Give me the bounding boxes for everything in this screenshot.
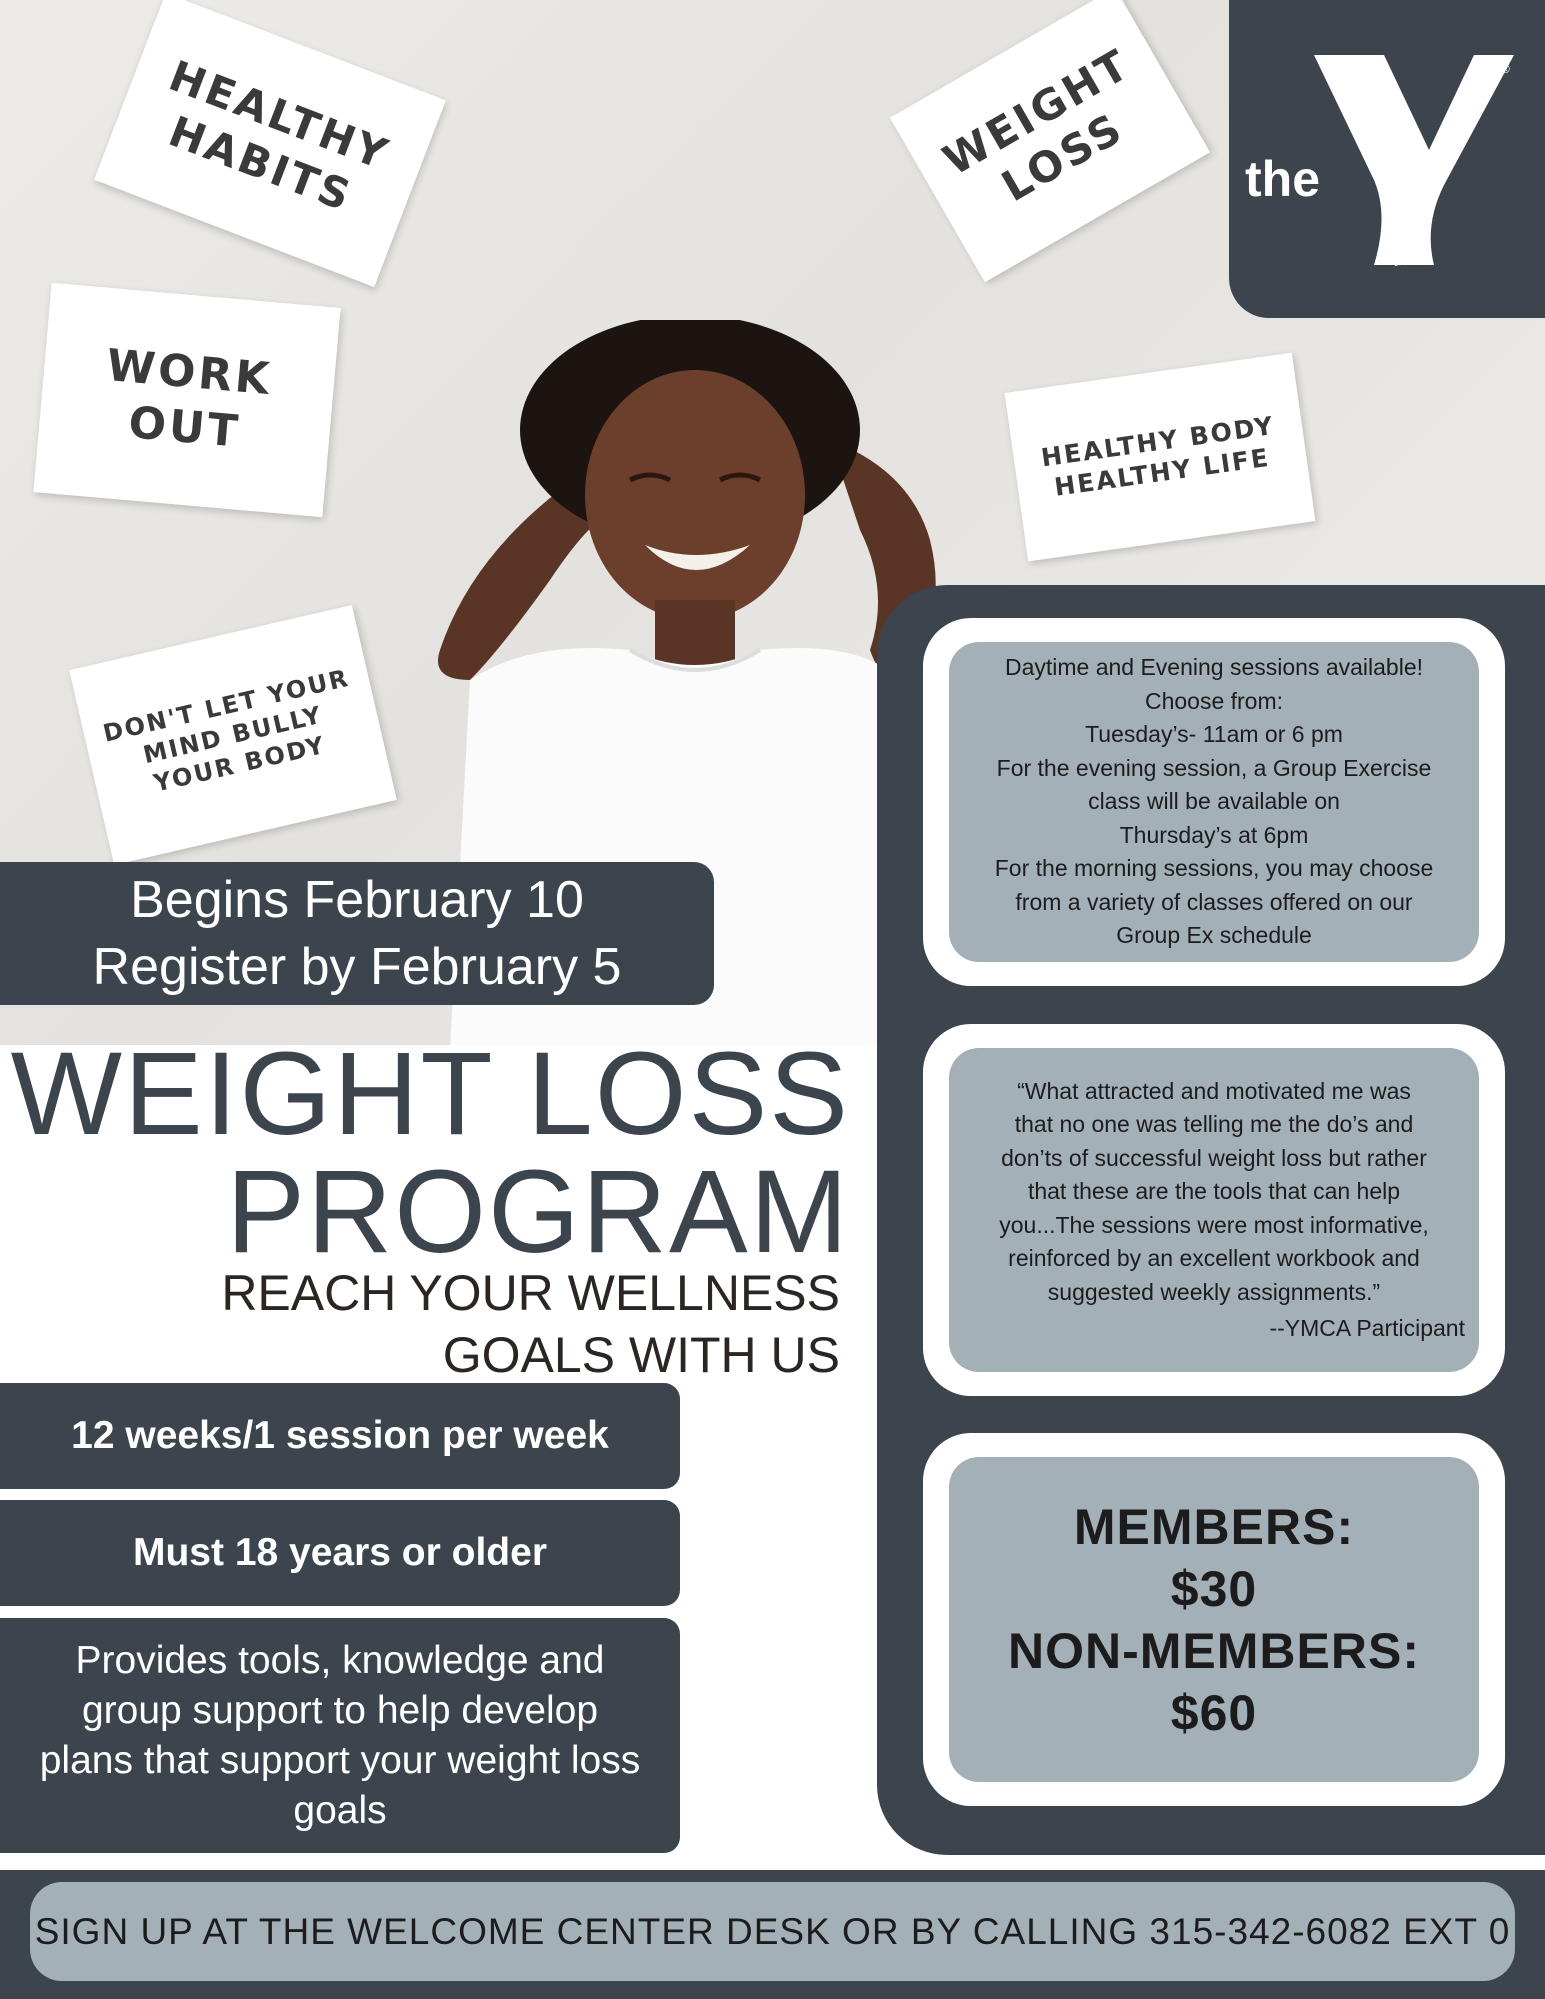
quote-line: don’ts of successful weight loss but rather: [1001, 1144, 1427, 1171]
schedule-line: For the morning sessions, you may choose: [994, 855, 1434, 882]
logo-word-the: the: [1245, 151, 1320, 207]
schedule-line: Choose from:: [1144, 687, 1284, 714]
sign-work-out: WORK OUT: [33, 283, 340, 517]
schedule-card: [923, 618, 1505, 986]
title-line-1: WEIGHT LOSS: [10, 1028, 850, 1160]
footer: [0, 1870, 1545, 1999]
schedule-line: For the evening session, a Group Exercise: [996, 754, 1432, 781]
quote-attribution: --YMCA Participant: [1269, 1315, 1465, 1341]
quote-line: reinforced by an excellent workbook and: [1008, 1245, 1420, 1271]
testimonial-text: [949, 1048, 1479, 1372]
schedule-line: Tuesday’s- 11am or 6 pm: [1085, 721, 1343, 748]
pricing-text: [949, 1457, 1479, 1782]
nonmembers-price: $60: [1170, 1684, 1258, 1741]
signup-banner: SIGN UP AT THE WELCOME CENTER DESK OR BY CALLING 315-342-6082 EXT 0: [30, 1882, 1515, 1981]
schedule-text: [949, 642, 1479, 962]
page-subtitle: [221, 1262, 840, 1386]
quote-line: that no one was telling me the do’s and: [1014, 1111, 1414, 1137]
quote-line: “What attracted and motivated me was: [1017, 1077, 1411, 1104]
subtitle-line-2: GOALS WITH US: [442, 1327, 840, 1383]
pricing-card: [923, 1433, 1505, 1806]
quote-line: suggested weekly assignments.”: [1047, 1278, 1381, 1305]
register-date: Register by February 5: [92, 937, 622, 996]
sign-healthy-body: HEALTHY BODY HEALTHY LIFE: [1005, 353, 1316, 562]
title-line-2: PROGRAM: [226, 1146, 850, 1278]
quote-line: that these are the tools that can help: [1027, 1178, 1401, 1204]
members-label: MEMBERS:: [1073, 1498, 1355, 1555]
schedule-line: Daytime and Evening sessions available!: [1004, 654, 1424, 681]
registered-mark: ®: [1501, 62, 1510, 76]
begins-date: Begins February 10: [130, 870, 584, 929]
sign-healthy-habits: HEALTHY HABITS: [94, 0, 446, 287]
logo-ymca-text: YMCA: [1392, 222, 1421, 271]
schedule-line: Group Ex schedule: [1116, 922, 1312, 949]
quote-line: you...The sessions were most informative,: [999, 1211, 1429, 1238]
subtitle-line-1: REACH YOUR WELLNESS: [221, 1265, 840, 1321]
feature-description: Provides tools, knowledge and group support to help develop plans that support your weight loss goals: [0, 1618, 680, 1853]
sign-mind-bully: DON'T LET YOUR MIND BULLY YOUR BODY: [69, 605, 397, 865]
schedule-line: class will be available on: [1088, 788, 1340, 815]
page-title: [10, 1028, 850, 1278]
feature-age: Must 18 years or older: [0, 1500, 680, 1606]
schedule-line: from a variety of classes offered on our: [1015, 888, 1413, 915]
testimonial-card: [923, 1024, 1505, 1396]
schedule-line: Thursday’s at 6pm: [1119, 821, 1309, 848]
members-price: $30: [1170, 1560, 1258, 1617]
feature-duration: 12 weeks/1 session per week: [0, 1383, 680, 1489]
ymca-logo: [1229, 0, 1545, 318]
sign-weight-loss: WEIGHT LOSS: [890, 0, 1210, 282]
nonmembers-label: NON-MEMBERS:: [1008, 1622, 1420, 1679]
dates-banner: [0, 862, 714, 1005]
